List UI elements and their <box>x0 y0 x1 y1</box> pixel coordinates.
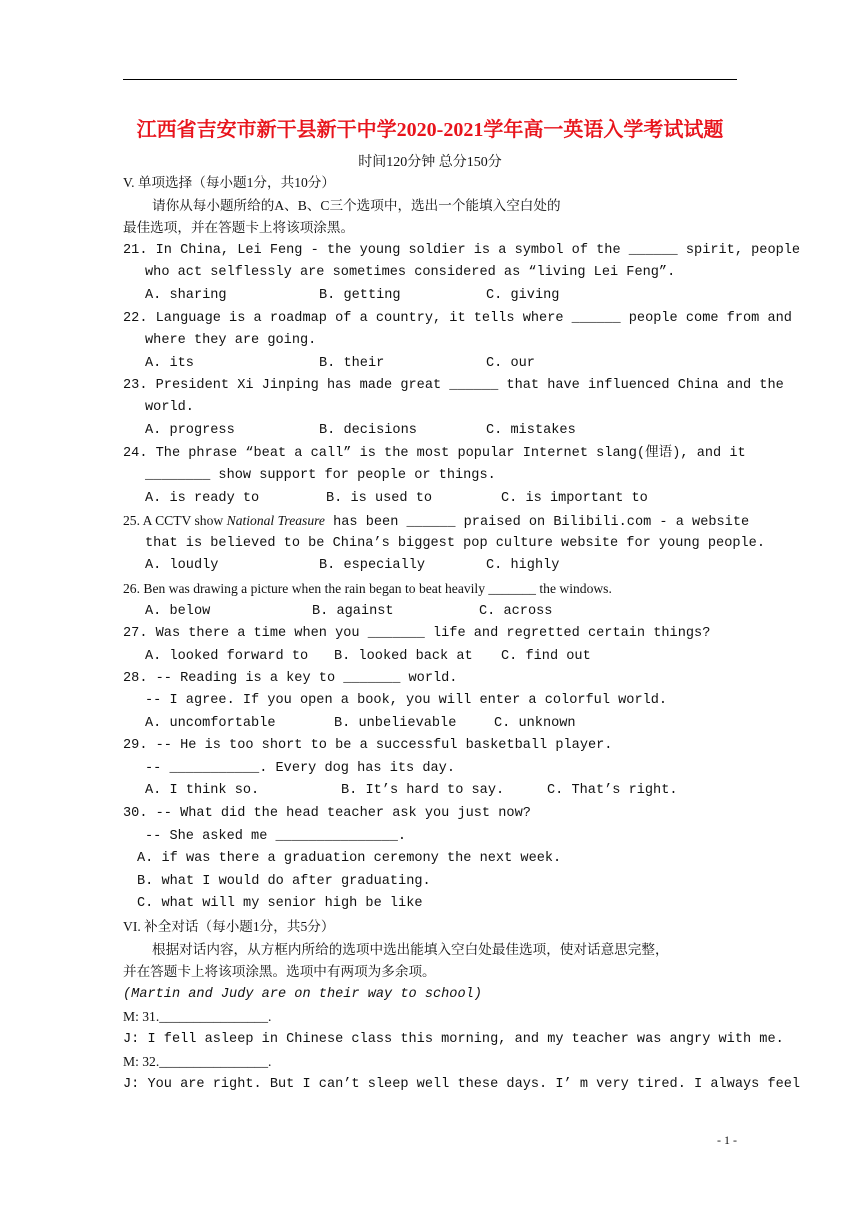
question-22-cont: where they are going. <box>145 333 317 348</box>
option-b: B. against <box>312 604 394 619</box>
instruction-text: 根据对话内容，从方框内所给的选项中选出能填入空白处最佳选项，使对话意思完整， <box>152 942 669 957</box>
question-24-cont: ________ show support for people or things. <box>145 468 496 483</box>
option-c: C. unknown <box>494 716 576 731</box>
dialogue-scene: (Martin and Judy are on their way to school) <box>123 987 482 1002</box>
question-28-cont: -- I agree. If you open a book, you will enter a colorful world. <box>145 693 668 708</box>
option-c: C. our <box>486 356 535 371</box>
option-a: A. if was there a graduation ceremony the next week. <box>137 851 562 866</box>
dialogue-line: M: 31.________________. <box>123 1009 272 1024</box>
option-b: B. decisions <box>319 423 417 438</box>
option-c: C. giving <box>486 288 560 303</box>
question-30: 30. -- What did the head teacher ask you just now? <box>123 806 531 821</box>
question-21: 21. In China, Lei Feng - the young soldier is a symbol of the ______ spirit, people <box>123 243 801 258</box>
dialogue-line: M: 32.________________. <box>123 1054 272 1069</box>
option-b: B. looked back at <box>334 649 473 664</box>
option-a: A. I think so. <box>145 783 260 798</box>
question-29: 29. -- He is too short to be a successful basketball player. <box>123 738 613 753</box>
page-title: 江西省吉安市新干县新干中学2020-2021学年高一英语入学考试试题 <box>136 119 724 141</box>
option-b: B. It’s hard to say. <box>341 783 505 798</box>
option-a: A. loudly <box>145 558 219 573</box>
question-25-cont: that is believed to be China’s biggest pop culture website for young people. <box>145 536 765 551</box>
question-28: 28. -- Reading is a key to _______ world. <box>123 671 458 686</box>
option-b: B. their <box>319 356 385 371</box>
question-25 <box>123 512 749 532</box>
option-c: C. highly <box>486 558 560 573</box>
option-c: C. mistakes <box>486 423 576 438</box>
question-22: 22. Language is a roadmap of a country, it tells where ______ people come from and <box>123 311 792 326</box>
option-a: A. its <box>145 356 194 371</box>
question-29-cont: -- ___________. Every dog has its day. <box>145 761 455 776</box>
question-30-cont: -- She asked me _______________. <box>145 829 407 844</box>
option-c: C. across <box>479 604 553 619</box>
option-c: C. That’s right. <box>547 783 678 798</box>
option-b: B. especially <box>319 558 426 573</box>
option-b: B. unbelievable <box>334 716 457 731</box>
option-b: B. what I would do after graduating. <box>137 874 431 889</box>
option-b: B. is used to <box>326 491 433 506</box>
option-a: A. uncomfortable <box>145 716 276 731</box>
option-a: A. sharing <box>145 288 227 303</box>
page-number: - 1 - <box>717 1133 737 1147</box>
option-c: C. find out <box>501 649 591 664</box>
instruction-text: 最佳选项，并在答题卡上将该项涂黑。 <box>123 220 355 235</box>
instruction-text: 并在答题卡上将该项涂黑。选项中有两项为多余项。 <box>123 964 436 979</box>
question-23: 23. President Xi Jinping has made great ______ that have influenced China and the <box>123 378 784 393</box>
question-25-part: 25. A CCTV show <box>123 513 227 528</box>
option-c: C. what will my senior high be like <box>137 896 423 911</box>
section-heading: V. 单项选择（每小题1分，共10分） <box>123 175 335 190</box>
question-24: 24. The phrase “beat a call” is the most popular Internet slang(俚语), and it <box>123 446 746 461</box>
section-heading: VI. 补全对话（每小题1分，共5分） <box>123 919 335 934</box>
show-title: National Treasure <box>226 513 325 528</box>
time-info: 时间120分钟 总分150分 <box>358 155 502 170</box>
question-26: 26. Ben was drawing a picture when the rain began to beat heavily _______ the windows. <box>123 581 612 596</box>
option-a: A. progress <box>145 423 235 438</box>
option-b: B. getting <box>319 288 401 303</box>
option-a: A. below <box>145 604 211 619</box>
question-27: 27. Was there a time when you _______ life and regretted certain things? <box>123 626 711 641</box>
question-25-part: has been ______ praised on Bilibili.com - a website <box>324 515 750 530</box>
question-23-cont: world. <box>145 400 194 415</box>
dialogue-line: J: I fell asleep in Chinese class this morning, and my teacher was angry with me. <box>123 1032 784 1047</box>
dialogue-line: J: You are right. But I can’t sleep well these days. I’ m very tired. I always feel <box>123 1077 801 1092</box>
option-c: C. is important to <box>501 491 648 506</box>
option-a: A. is ready to <box>145 491 260 506</box>
header-rule <box>123 79 737 80</box>
instruction-text: 请你从每小题所给的A、B、C三个选项中，选出一个能填入空白处的 <box>152 198 561 213</box>
question-21-cont: who act selflessly are sometimes considered as “living Lei Feng”. <box>145 265 676 280</box>
option-a: A. looked forward to <box>145 649 309 664</box>
